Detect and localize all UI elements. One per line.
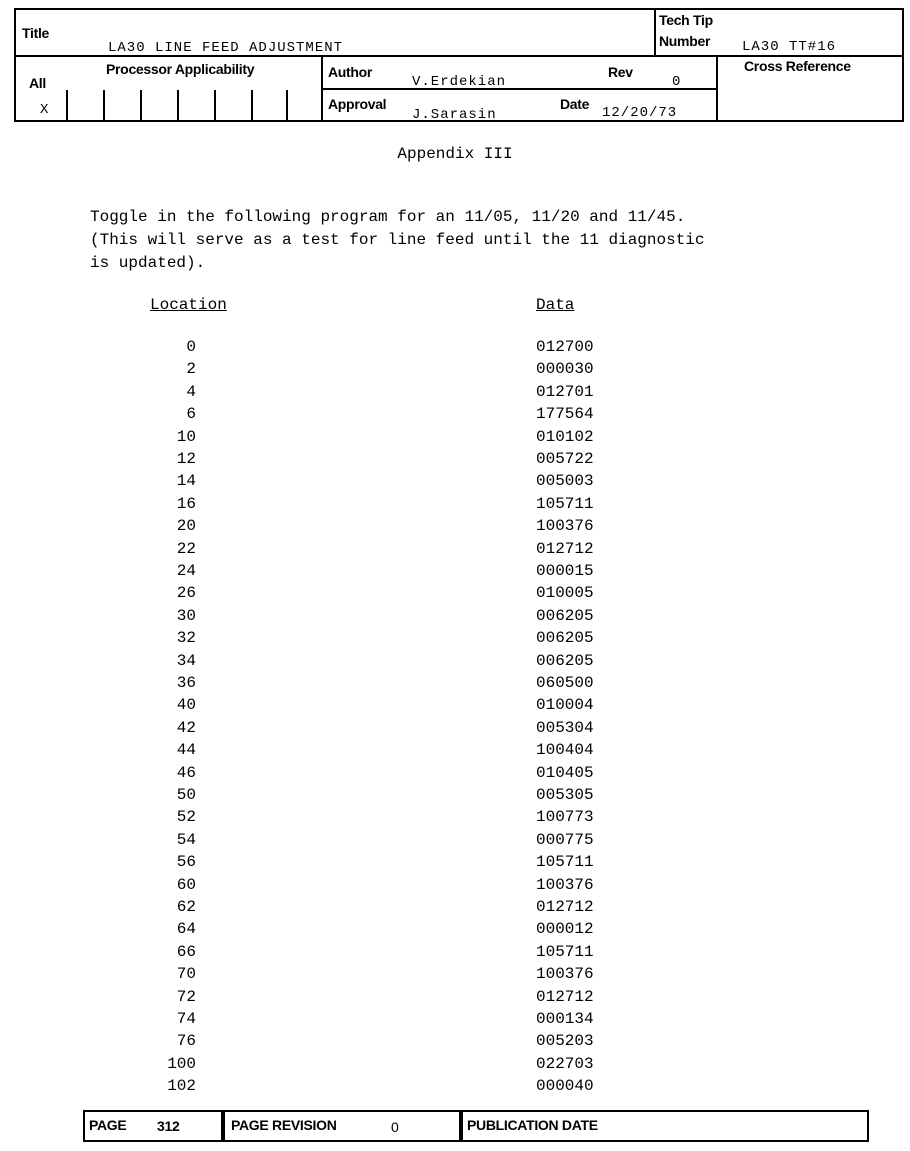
data-value: 177564 — [536, 405, 594, 424]
approval-value: J.Sarasin — [412, 107, 497, 123]
table-row — [0, 1032, 700, 1054]
data-value: 100404 — [536, 741, 594, 760]
location-value: 20 — [176, 517, 196, 536]
divider — [66, 90, 68, 120]
data-value: 105711 — [536, 853, 594, 872]
divider — [654, 10, 656, 57]
data-value: 012700 — [536, 338, 594, 356]
divider — [214, 90, 216, 120]
table-row — [0, 719, 700, 741]
location-value: 76 — [176, 1032, 196, 1051]
data-value: 005304 — [536, 718, 594, 737]
cross-reference-label: Cross Reference — [744, 58, 851, 74]
table-row — [0, 338, 700, 360]
table-row — [0, 360, 700, 382]
location-value: 52 — [176, 808, 196, 827]
data-value: 100376 — [536, 517, 594, 536]
intro-paragraph — [90, 206, 705, 275]
location-value: 60 — [176, 875, 196, 894]
table-row — [0, 495, 700, 517]
data-value: 005003 — [536, 472, 594, 491]
all-value: X — [40, 102, 50, 118]
table-row — [0, 965, 700, 987]
location-value: 50 — [176, 786, 196, 804]
data-value: 100376 — [536, 875, 594, 894]
data-value: 000015 — [536, 562, 594, 580]
table-row — [0, 472, 700, 494]
table-row — [0, 786, 700, 808]
divider — [459, 1112, 463, 1140]
data-value: 000030 — [536, 360, 594, 379]
location-value: 44 — [176, 741, 196, 760]
data-value: 012712 — [536, 539, 594, 558]
tech-tip-label: Tech Tip — [659, 12, 713, 28]
data-value: 105711 — [536, 942, 594, 961]
divider — [140, 90, 142, 120]
location-value: 24 — [176, 562, 196, 580]
data-value: 060500 — [536, 674, 594, 692]
table-row — [0, 584, 700, 606]
table-row — [0, 741, 700, 763]
data-value: 000040 — [536, 1077, 594, 1096]
author-label: Author — [328, 64, 373, 80]
location-value: 30 — [176, 606, 196, 625]
data-value: 000012 — [536, 920, 594, 939]
table-row — [0, 629, 700, 651]
title-value: LA30 LINE FEED ADJUSTMENT — [108, 40, 344, 56]
table-row — [0, 1055, 700, 1077]
table-row — [0, 517, 700, 539]
data-value: 012712 — [536, 898, 594, 916]
divider — [321, 88, 718, 90]
location-value: 36 — [176, 674, 196, 692]
location-value: 74 — [176, 1010, 196, 1028]
table-row — [0, 674, 700, 696]
location-value: 22 — [176, 539, 196, 558]
number-value: LA30 TT#16 — [742, 39, 837, 55]
table-row — [0, 876, 700, 898]
location-value: 6 — [186, 405, 196, 424]
table-row — [0, 562, 700, 584]
data-value: 100376 — [536, 965, 594, 984]
date-value: 12/20/73 — [602, 105, 678, 121]
rev-label: Rev — [608, 64, 633, 80]
data-value: 010405 — [536, 763, 594, 782]
data-value: 005305 — [536, 786, 594, 804]
data-value: 105711 — [536, 494, 594, 513]
location-value: 66 — [176, 942, 196, 961]
table-row — [0, 943, 700, 965]
table-row — [0, 898, 700, 920]
table-row — [0, 764, 700, 786]
data-value: 100773 — [536, 808, 594, 827]
all-label: All — [29, 75, 46, 91]
table-row — [0, 853, 700, 875]
location-column-header: Location — [150, 296, 227, 314]
location-value: 46 — [176, 763, 196, 782]
data-value: 010102 — [536, 427, 594, 446]
location-value: 16 — [176, 494, 196, 513]
data-value: 010005 — [536, 584, 594, 603]
location-value: 64 — [176, 920, 196, 939]
intro-line: is updated). — [90, 254, 206, 272]
table-row — [0, 1077, 700, 1099]
location-value: 72 — [176, 987, 196, 1006]
location-value: 0 — [186, 338, 196, 356]
location-value: 100 — [167, 1054, 196, 1073]
divider — [251, 90, 253, 120]
location-value: 4 — [186, 382, 196, 401]
data-value: 005203 — [536, 1032, 594, 1051]
divider — [716, 55, 902, 57]
table-row — [0, 450, 700, 472]
location-value: 54 — [176, 830, 196, 849]
table-row — [0, 428, 700, 450]
appendix-title: Appendix III — [397, 145, 513, 163]
location-value: 14 — [176, 472, 196, 491]
page-footer — [83, 1110, 869, 1142]
table-row — [0, 540, 700, 562]
intro-line: (This will serve as a test for line feed until the 11 diagnostic — [90, 231, 705, 249]
divider — [103, 90, 105, 120]
divider — [221, 1112, 225, 1140]
rev-value: 0 — [672, 74, 682, 90]
table-row — [0, 1010, 700, 1032]
location-value: 10 — [176, 427, 196, 446]
location-value: 102 — [167, 1077, 196, 1096]
divider — [177, 90, 179, 120]
data-value: 006205 — [536, 606, 594, 625]
location-value: 26 — [176, 584, 196, 603]
location-value: 2 — [186, 360, 196, 379]
table-row — [0, 988, 700, 1010]
data-value: 012701 — [536, 382, 594, 401]
location-value: 62 — [176, 898, 196, 916]
data-value: 010004 — [536, 696, 594, 715]
location-value: 32 — [176, 629, 196, 648]
table-row — [0, 920, 700, 942]
data-value: 012712 — [536, 987, 594, 1006]
table-row — [0, 696, 700, 718]
location-value: 70 — [176, 965, 196, 984]
table-row — [0, 405, 700, 427]
data-value: 000775 — [536, 830, 594, 849]
title-label: Title — [22, 25, 50, 41]
page-label: PAGE — [89, 1117, 127, 1133]
location-value: 56 — [176, 853, 196, 872]
data-value: 006205 — [536, 651, 594, 670]
table-row — [0, 652, 700, 674]
table-row — [0, 607, 700, 629]
table-row — [0, 383, 700, 405]
number-label: Number — [659, 33, 711, 49]
data-value: 006205 — [536, 629, 594, 648]
data-value: 005722 — [536, 450, 594, 468]
location-value: 42 — [176, 718, 196, 737]
location-value: 12 — [176, 450, 196, 468]
page-number: 312 — [157, 1118, 180, 1134]
divider — [286, 90, 288, 120]
location-value: 40 — [176, 696, 196, 715]
page-revision-label: PAGE REVISION — [231, 1117, 337, 1133]
author-value: V.Erdekian — [412, 74, 507, 90]
data-value: 000134 — [536, 1010, 594, 1028]
date-label: Date — [560, 96, 590, 112]
data-column-header: Data — [536, 296, 575, 314]
data-value: 022703 — [536, 1054, 594, 1073]
processor-applicability-label: Processor Applicability — [106, 61, 255, 77]
approval-label: Approval — [328, 96, 387, 112]
table-row — [0, 808, 700, 830]
location-value: 34 — [176, 651, 196, 670]
header-form — [14, 8, 904, 122]
page-revision-value: 0 — [391, 1119, 399, 1135]
intro-line: Toggle in the following program for an 11/05, 11/20 and 11/45. — [90, 208, 686, 226]
publication-date-label: PUBLICATION DATE — [467, 1117, 598, 1133]
table-row — [0, 831, 700, 853]
